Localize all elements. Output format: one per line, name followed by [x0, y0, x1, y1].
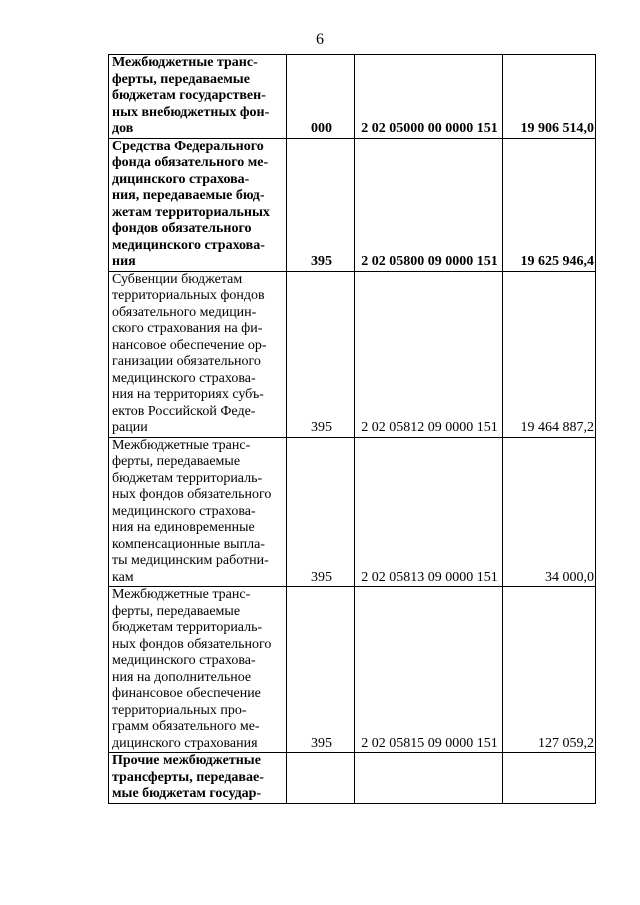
- table-row: [109, 437, 596, 587]
- row-admin-code-cell: 395: [287, 271, 355, 437]
- row-amount-cell: 19 625 946,4: [503, 138, 596, 271]
- row-classification-code-cell: 2 02 05800 09 0000 151: [355, 138, 503, 271]
- row-admin-code-cell: 395: [287, 587, 355, 753]
- row-name-cell: Субвенции бюджетам территориальных фондов обязательного медицин- ского страхования на фи- нансовое обеспечение ор- ганизации обязательного медицинского страхова- ния на территориях субъ- ектов Российской Феде- рации: [109, 271, 287, 437]
- page-number: 6: [316, 31, 324, 48]
- table-row: [109, 753, 596, 804]
- row-name-cell: Средства Федерального фонда обязательного ме- дицинского страхова- ния, передаваемые бюд- жетам территориальных фондов обязательного медицинского страхова- ния: [109, 138, 287, 271]
- row-admin-code-cell: 000: [287, 55, 355, 139]
- row-name-cell: Межбюджетные транс- ферты, передаваемые бюджетам территориаль- ных фондов обязательного медицинского страхова- ния на единовременные компенсационные выпла- ты медицинским работни- кам: [109, 437, 287, 587]
- row-admin-code-cell: [287, 753, 355, 804]
- row-classification-code-cell: 2 02 05812 09 0000 151: [355, 271, 503, 437]
- row-name-cell: Межбюджетные транс- ферты, передаваемые бюджетам территориаль- ных фондов обязательного медицинского страхова- ния на дополнительное финансовое обеспечение территориальных про- грамм обязательного ме- дицинского страхования: [109, 587, 287, 753]
- row-classification-code-cell: 2 02 05813 09 0000 151: [355, 437, 503, 587]
- row-classification-code-cell: 2 02 05815 09 0000 151: [355, 587, 503, 753]
- row-name-cell: Межбюджетные транс- ферты, передаваемые бюджетам государствен- ных внебюджетных фон- дов: [109, 55, 287, 139]
- row-amount-cell: 19 464 887,2: [503, 271, 596, 437]
- budget-table: [108, 54, 596, 804]
- table-row: [109, 271, 596, 437]
- row-admin-code-cell: 395: [287, 138, 355, 271]
- table-row: [109, 587, 596, 753]
- row-classification-code-cell: [355, 753, 503, 804]
- row-admin-code-cell: 395: [287, 437, 355, 587]
- row-amount-cell: 34 000,0: [503, 437, 596, 587]
- row-name-cell: Прочие межбюджетные трансферты, передавае- мые бюджетам государ-: [109, 753, 287, 804]
- table-row: [109, 55, 596, 139]
- row-classification-code-cell: 2 02 05000 00 0000 151: [355, 55, 503, 139]
- row-amount-cell: 127 059,2: [503, 587, 596, 753]
- row-amount-cell: 19 906 514,0: [503, 55, 596, 139]
- budget-table-body: [109, 55, 596, 804]
- table-row: [109, 138, 596, 271]
- row-amount-cell: [503, 753, 596, 804]
